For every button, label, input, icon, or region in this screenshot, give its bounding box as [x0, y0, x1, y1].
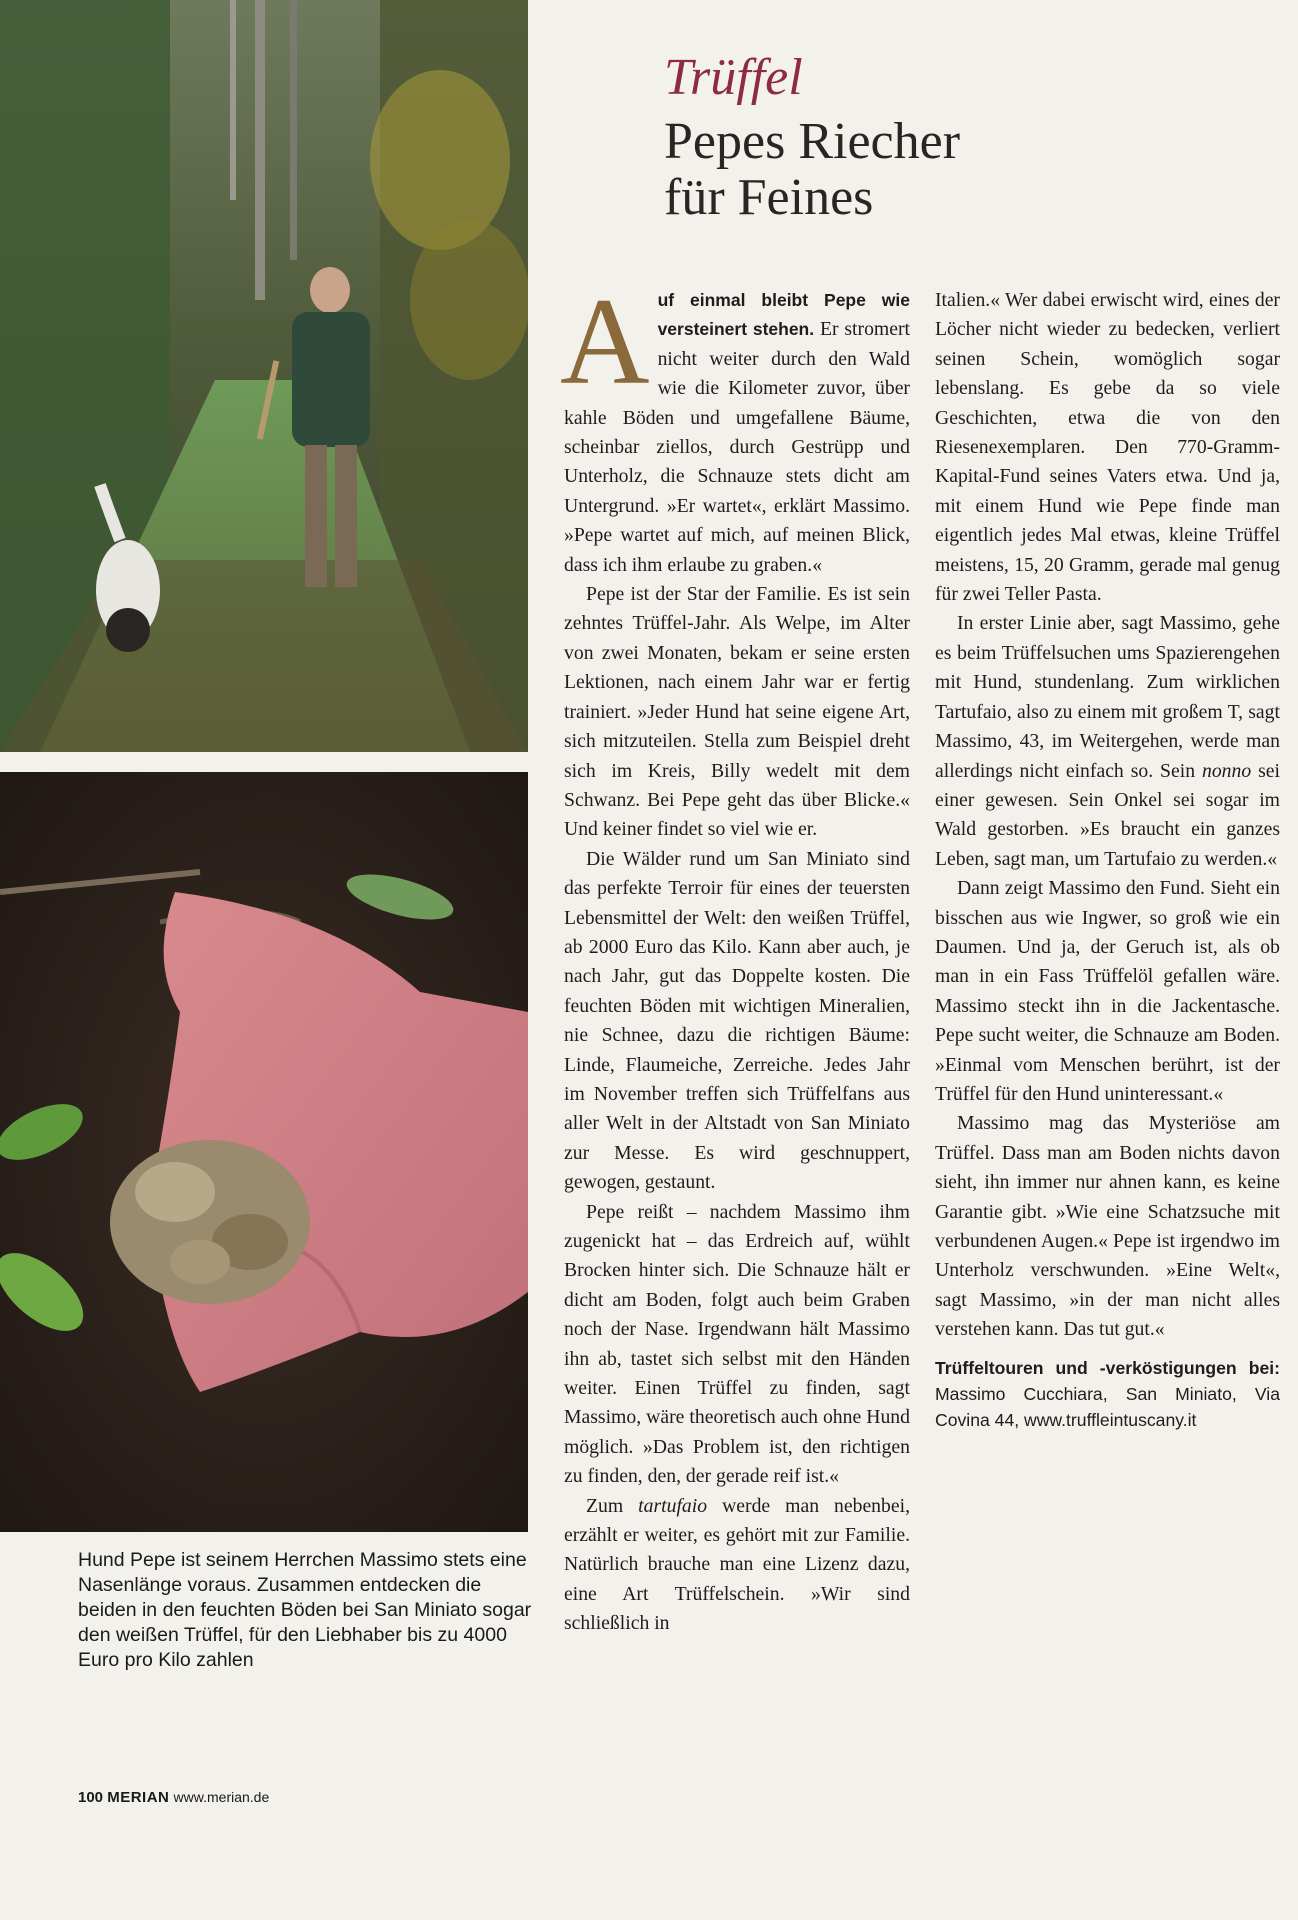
info-body: Massimo Cucchiara, San Miniato, Via Covina 44, www.truffleintuscany.it — [935, 1383, 1280, 1430]
headline-line-2: für Feines — [664, 169, 874, 226]
paragraph-6-start: In erster Linie aber, sagt Massimo, gehe es beim Trüffelsuchen ums Spazierengehen mit Hund, stundenlang. Zum wirklichen Tartufaio, also zu einem mit großem T, sagt Massimo, 43, im Weitergehen, werde man allerdings nicht einfach so. Sein — [935, 612, 1280, 782]
paragraph-6-italic: nonno — [1201, 759, 1252, 782]
info-heading: Trüffeltouren und -verköstigungen bei: — [935, 1357, 1280, 1378]
photo-caption — [78, 1548, 538, 1673]
paragraph-5-end: werde man nebenbei, erzählt er weiter, es gehört mit zur Familie. Natürlich brauche man eine Lizenz dazu, eine Art Trüffelschein. »Wir sind schließlich in — [564, 1494, 910, 1635]
paragraph-5-italic: tartufaio — [638, 1494, 708, 1517]
paragraph-5-start: Zum — [586, 1494, 639, 1517]
drop-cap: A — [560, 273, 650, 410]
article-column-2 — [935, 286, 1280, 1433]
paragraph-6-end: sei einer gewesen. Sein Onkel sei sogar im Wald gestorben. »Es braucht ein ganzes Leben, sagt man, um Tartufaio zu werden.« — [935, 759, 1280, 870]
article-paragraph-1 — [560, 273, 910, 580]
article-paragraph-2: Pepe ist der Star der Familie. Es ist sein zehntes Trüffel-Jahr. Als Welpe, im Alter von zwei Monaten, bekam er seine ersten Lektionen, nach einem Jahr war er fertig trainiert. »Jeder Hund hat seine eigene Art, sich mitzuteilen. Stella zum Beispiel dreht sich im Kreis, Billy wedelt mit dem Schwanz. Bei Pepe geht das über Blicke.« Und keiner findet so viel wie er. — [564, 583, 910, 841]
article-paragraph-4: Pepe reißt – nachdem Massimo ihm zugenickt hat – das Erdreich auf, wühlt Brocken hinter sich. Die Schnauze hält er dicht am Boden, folgt auch beim Graben noch der Nase. Irgendwann hält Massimo ihn ab, tastet sich selbst mit den Händen weiter. Einen Trüffel zu finden, sagt Massimo, wäre theoretisch auch ohne Hund möglich. »Das Problem ist, den richtigen zu finden, den, der gerade reif ist.« — [564, 1200, 910, 1488]
article-paragraph-5 — [564, 1492, 910, 1639]
page-number: 100 — [78, 1789, 104, 1806]
footer-url[interactable]: www.merian.de — [173, 1789, 270, 1805]
photo-truffle-hand — [0, 772, 528, 1532]
article-paragraph-3: Die Wälder rund um San Miniato sind das perfekte Terroir für eines der teuersten Lebensmittel der Welt: den weißen Trüffel, ab 2000 Euro das Kilo. Kann aber auch, je nach Jahr, gut das Doppelte kosten. Die feuchten Böden mit wichtigen Mineralien, nie Schnee, dazu die richtigen Bäume: Linde, Flaumeiche, Zerreiche. Jedes Jahr im November treffen sich Trüffelfans aus aller Welt in der Altstadt von San Miniato zur Messe. Es wird geschnuppert, gewogen, gestaunt. — [564, 847, 910, 1194]
info-box — [935, 1355, 1280, 1433]
article-paragraph-6 — [935, 609, 1280, 874]
headline-line-1: Pepes Riecher — [664, 113, 961, 170]
article-column-1 — [560, 273, 910, 1639]
article-headline — [664, 114, 1224, 226]
article-paragraph-8: Massimo mag das Mysteriöse am Trüffel. Dass man am Boden nichts davon sieht, ihn immer nur ahnen kann, es keine Garantie gibt. »Wie eine Schatzsuche mit verbundenen Augen.« Pepe ist irgendwo im Unterholz verschwunden. »Eine Welt«, sagt Massimo, »in der man nicht alles verstehen kann. Das tut gut.« — [935, 1112, 1280, 1341]
article-paragraph-5-continued: Italien.« Wer dabei erwischt wird, eines der Löcher nicht wieder zu bedecken, verliert seinen Schein, womöglich sogar lebenslang. Es gebe da so viele Geschichten, etwa die von den Riesenexemplaren. Den 770-Gramm-Kapital-Fund seines Vaters etwa. Und ja, mit einem Hund wie Pepe finde man eigentlich jedes Mal etwas, kleine Trüffel meistens, 15, 20 Gramm, gerade mal genug für zwei Teller Pasta. — [935, 289, 1280, 606]
paragraph-1-text: Er stromert nicht weiter durch den Wald wie die Kilometer zuvor, über kahle Böden und umgefallene Bäume, scheinbar ziellos, durch Gestrüpp und Unterholz, die Schnauze stets dicht am Untergrund. »Er wartet«, erklärt Massimo. »Pepe wartet auf mich, auf meinen Blick, dass ich ihm erlaube zu graben.« — [564, 318, 910, 576]
article-lead: uf einmal bleibt Pepe wie versteinert stehen. — [657, 290, 910, 340]
photo-forest-path — [0, 0, 528, 752]
article-paragraph-7: Dann zeigt Massimo den Fund. Sieht ein bisschen aus wie Ingwer, so groß wie ein Daumen. Und ja, der Geruch ist, als ob man in ein Fass Trüffelöl gefallen wäre. Massimo steckt ihn in die Jackentasche. Pepe sucht weiter, die Schnauze am Boden. »Einmal vom Menschen berührt, ist der Trüffel für den Hund uninteressant.« — [935, 877, 1280, 1105]
magazine-name: MERIAN — [107, 1789, 170, 1806]
page-footer — [78, 1789, 269, 1806]
article-kicker: Trüffel — [664, 49, 803, 106]
caption-text: Hund Pepe ist seinem Herrchen Massimo stets eine Nasenlänge voraus. Zusammen entdecken die beiden in den feuchten Böden bei San Miniato sogar den weißen Trüffel, für den Liebhaber bis zu 4000 Euro pro Kilo zahlen — [78, 1549, 532, 1671]
